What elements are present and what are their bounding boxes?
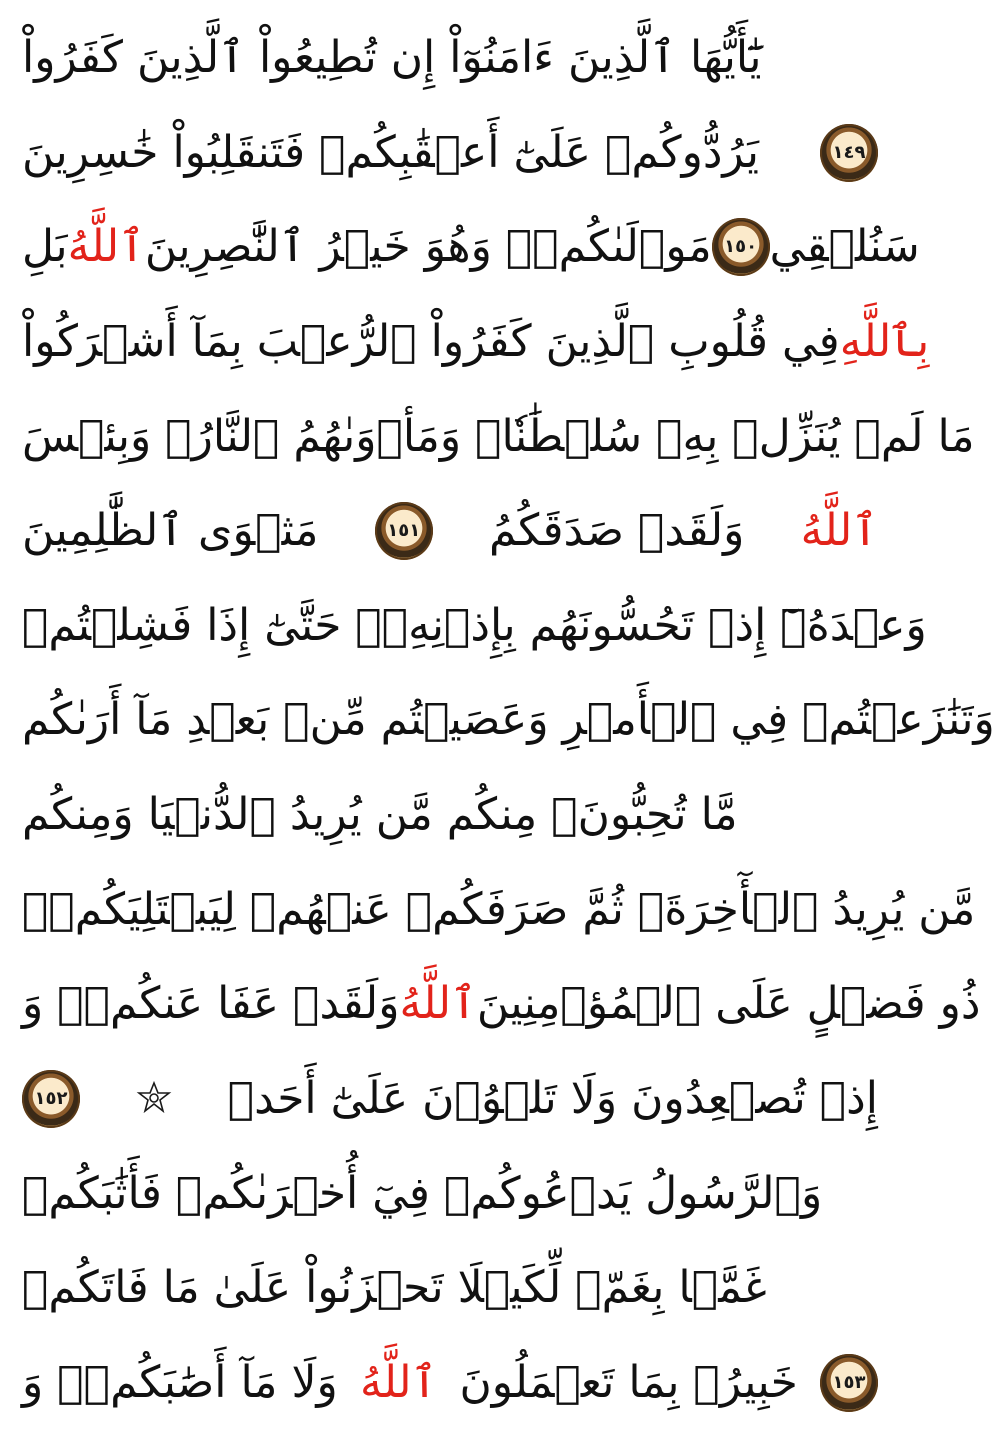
verse-text: ذُو فَضۡلٍ عَلَى ٱلۡمُؤۡمِنِينَ	[476, 978, 981, 1030]
verse-text: خَبِيرُۢ بِمَا تَعۡمَلُونَ	[459, 1356, 798, 1408]
verse-text: غَمَّۢا بِغَمّٖ لِّكَيۡلَا تَحۡزَنُواْ عَلَىٰ مَا فَاتَكُمۡ	[22, 1262, 767, 1314]
verse-text: فِي قُلُوبِ ٱلَّذِينَ كَفَرُواْ ٱلرُّعۡبَ بِمَآ أَشۡرَكُواْ	[22, 315, 840, 367]
verse-number-marker: ١٤٩	[820, 124, 878, 182]
verse-number-marker: ١٥١	[375, 502, 433, 560]
divine-name-text: ٱللَّهُ	[359, 1356, 438, 1408]
verse-text: وَلَقَدۡ عَفَا عَنكُمۡۗ وَ	[22, 978, 400, 1030]
text-line	[22, 12, 878, 104]
divine-name-text: ٱللَّهُ	[800, 505, 878, 557]
divine-name-text: ٱللَّهُ	[67, 221, 145, 273]
text-line	[22, 864, 976, 956]
verse-number-marker: ١٥٣	[820, 1354, 878, 1412]
verse-text: وَعۡدَهُۥٓ إِذۡ تَحُسُّونَهُم بِإِذۡنِهِۦۖ حَتَّىٰٓ إِذَا فَشِلۡتُمۡ	[22, 599, 927, 651]
text-line	[22, 201, 920, 293]
text-line	[22, 296, 930, 388]
verse-text: وَلَقَدۡ صَدَقَكُمُ	[488, 505, 745, 557]
verse-text: مَّن يُرِيدُ ٱلۡأٓخِرَةَۚ ثُمَّ صَرَفَكُمۡ عَنۡهُمۡ لِيَبۡتَلِيَكُمۡۖ	[22, 883, 976, 935]
hizb-star-icon	[134, 1079, 174, 1119]
verse-text: مَّا تُحِبُّونَۚ مِنكُم مَّن يُرِيدُ ٱلدُّنۡيَا وَمِنكُم	[22, 789, 738, 841]
text-line	[22, 580, 927, 672]
text-line	[22, 1053, 878, 1145]
verse-text: يَرُدُّوكُمۡ عَلَىٰٓ أَعۡقَٰبِكُمۡ فَتَنقَلِبُواْ خَٰسِرِينَ	[22, 126, 759, 178]
verse-text: سَنُلۡقِي	[769, 221, 920, 273]
text-line	[22, 769, 878, 861]
text-line	[22, 485, 878, 577]
text-line	[22, 1337, 878, 1429]
verse-text: وَلَا مَآ أَصَٰبَكُمۡۗ وَ	[22, 1356, 338, 1408]
verse-text: وَتَنَٰزَعۡتُمۡ فِي ٱلۡأَمۡرِ وَعَصَيۡتُم مِّنۢ بَعۡدِ مَآ أَرَىٰكُم	[22, 694, 995, 746]
text-line	[22, 958, 981, 1050]
verse-text: وَٱلرَّسُولُ يَدۡعُوكُمۡ فِيٓ أُخۡرَىٰكُمۡ فَأَثَٰبَكُمۡ	[22, 1167, 823, 1219]
verse-text: مَوۡلَىٰكُمۡۖ وَهُوَ خَيۡرُ ٱلنَّٰصِرِينَ	[144, 221, 712, 273]
verse-number-marker: ١٥٠	[712, 218, 770, 276]
verse-text: مَا لَمۡ يُنَزِّلۡ بِهِۦ سُلۡطَٰنٗاۖ وَمَأۡوَىٰهُمُ ٱلنَّارُۖ وَبِئۡسَ	[22, 410, 975, 462]
quran-text-block	[22, 12, 995, 1429]
verse-number-marker: ١٥٢	[22, 1070, 80, 1128]
text-line	[22, 1148, 878, 1240]
text-line	[22, 1242, 878, 1334]
verse-text: بَلِ	[22, 221, 68, 273]
verse-text: مَثۡوَى ٱلظَّٰلِمِينَ	[22, 505, 319, 557]
divine-name-text: ٱللَّهُ	[399, 978, 477, 1030]
text-line	[22, 107, 878, 199]
text-line	[22, 674, 995, 766]
text-line	[22, 391, 975, 483]
verse-text: إِذۡ تُصۡعِدُونَ وَلَا تَلۡوُۥنَ عَلَىٰٓ أَحَدٖ	[227, 1073, 878, 1125]
divine-name-text: بِٱللَّهِ	[839, 315, 930, 367]
verse-text: يَٰٓأَيُّهَا ٱلَّذِينَ ءَامَنُوٓاْ إِن تُطِيعُواْ ٱلَّذِينَ كَفَرُواْ	[22, 32, 762, 83]
